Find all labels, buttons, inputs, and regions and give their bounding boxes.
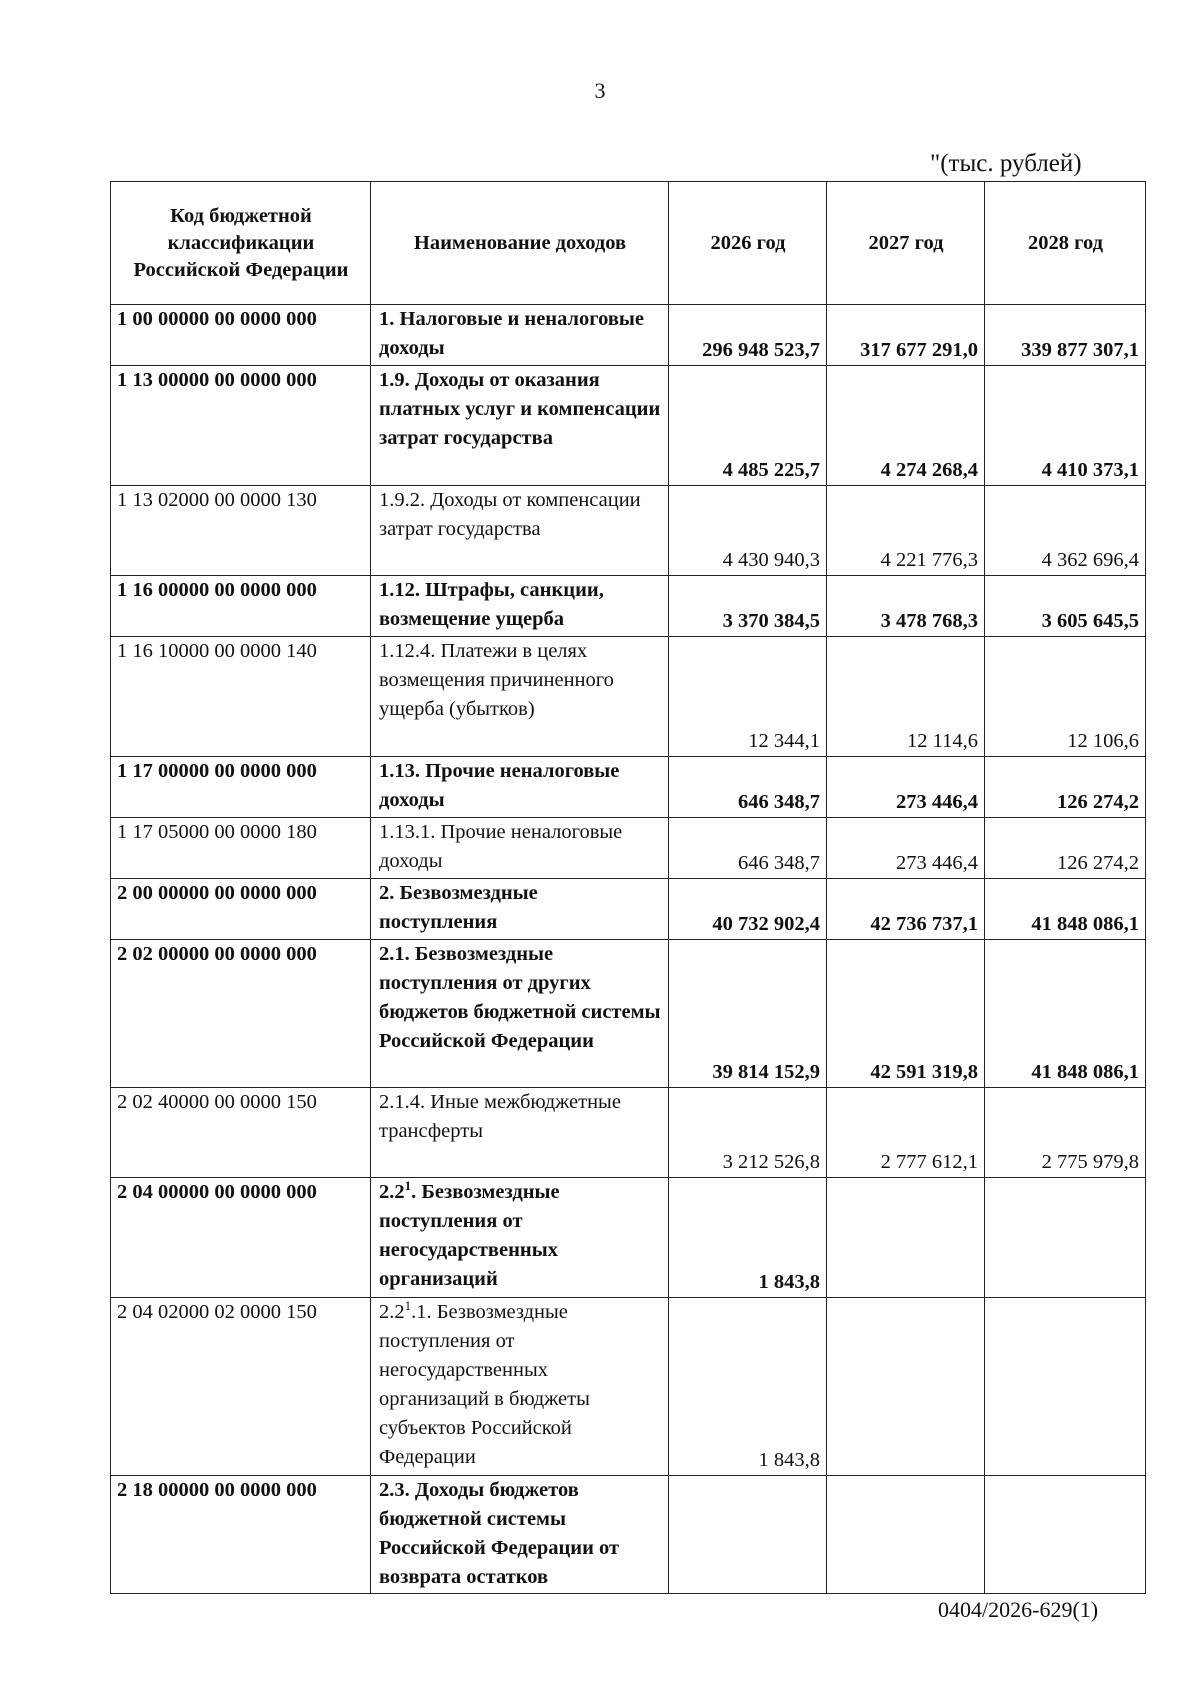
row-value-2027 (827, 1178, 985, 1298)
table-row (111, 1476, 1146, 1594)
table-row (111, 637, 1146, 757)
row-name: 1. Налоговые и неналоговые доходы (371, 305, 669, 366)
row-value-2027: 12 114,6 (827, 637, 985, 757)
row-value-2026: 40 732 902,4 (669, 879, 827, 940)
row-code: 2 02 40000 00 0000 150 (111, 1088, 371, 1178)
row-value-2026: 1 843,8 (669, 1178, 827, 1298)
table-row (111, 486, 1146, 576)
row-value-2027: 42 591 319,8 (827, 940, 985, 1088)
row-value-2028: 41 848 086,1 (985, 879, 1146, 940)
row-value-2026: 3 370 384,5 (669, 576, 827, 637)
row-name: 1.13.1. Прочие неналоговые доходы (371, 818, 669, 879)
row-name: 2.1. Безвозмездные поступления от других бюджетов бюджетной системы Российской Федерации (371, 940, 669, 1088)
row-code: 1 13 00000 00 0000 000 (111, 366, 371, 486)
row-code: 1 13 02000 00 0000 130 (111, 486, 371, 576)
table-row (111, 818, 1146, 879)
header-name: Наименование доходов (371, 182, 669, 305)
header-2026: 2026 год (669, 182, 827, 305)
row-code: 2 04 00000 00 0000 000 (111, 1178, 371, 1298)
header-code: Код бюджетной классификации Российской Федерации (111, 182, 371, 305)
row-value-2026: 39 814 152,9 (669, 940, 827, 1088)
row-code: 2 02 00000 00 0000 000 (111, 940, 371, 1088)
document-id: 0404/2026-629(1) (938, 1597, 1099, 1622)
row-code: 2 18 00000 00 0000 000 (111, 1476, 371, 1594)
header-2027: 2027 год (827, 182, 985, 305)
row-value-2028: 4 362 696,4 (985, 486, 1146, 576)
table-row (111, 757, 1146, 818)
row-value-2026: 4 485 225,7 (669, 366, 827, 486)
row-value-2028 (985, 1298, 1146, 1476)
row-code: 1 17 05000 00 0000 180 (111, 818, 371, 879)
row-code: 1 17 00000 00 0000 000 (111, 757, 371, 818)
units-note: "(тыс. рублей) (930, 150, 1082, 177)
row-value-2027: 42 736 737,1 (827, 879, 985, 940)
row-value-2028: 339 877 307,1 (985, 305, 1146, 366)
row-name: 1.13. Прочие неналоговые доходы (371, 757, 669, 818)
row-code: 1 16 10000 00 0000 140 (111, 637, 371, 757)
row-name: 1.9.2. Доходы от компенсации затрат государства (371, 486, 669, 576)
row-value-2027: 4 221 776,3 (827, 486, 985, 576)
row-name-rest: .1. Безвозмездные поступления от негосударственных организаций в бюджеты субъектов Российской Федерации (379, 1301, 590, 1468)
row-value-2027: 2 777 612,1 (827, 1088, 985, 1178)
row-name-superscript: 1 (404, 1178, 412, 1194)
table-row (111, 1088, 1146, 1178)
table-row (111, 879, 1146, 940)
row-value-2028: 126 274,2 (985, 818, 1146, 879)
row-value-2026: 646 348,7 (669, 757, 827, 818)
row-code: 2 00 00000 00 0000 000 (111, 879, 371, 940)
row-value-2026: 3 212 526,8 (669, 1088, 827, 1178)
row-name-prefix: 2.2 (379, 1181, 405, 1203)
row-value-2027 (827, 1298, 985, 1476)
row-value-2028: 4 410 373,1 (985, 366, 1146, 486)
row-name: 2. Безвозмездные поступления (371, 879, 669, 940)
row-value-2027: 273 446,4 (827, 818, 985, 879)
row-value-2028: 2 775 979,8 (985, 1088, 1146, 1178)
row-name: 2.3. Доходы бюджетов бюджетной системы Российской Федерации от возврата остатков (371, 1476, 669, 1594)
row-name: 1.9. Доходы от оказания платных услуг и компенсации затрат государства (371, 366, 669, 486)
row-value-2026: 1 843,8 (669, 1298, 827, 1476)
row-name (371, 1298, 669, 1476)
table-row (111, 305, 1146, 366)
row-value-2028: 12 106,6 (985, 637, 1146, 757)
row-name: 2.1.4. Иные межбюджетные трансферты (371, 1088, 669, 1178)
table-header-row (111, 182, 1146, 305)
row-code: 1 00 00000 00 0000 000 (111, 305, 371, 366)
row-value-2027: 317 677 291,0 (827, 305, 985, 366)
row-value-2027 (827, 1476, 985, 1594)
table-row (111, 576, 1146, 637)
row-name: 1.12.4. Платежи в целях возмещения причиненного ущерба (убытков) (371, 637, 669, 757)
row-code: 1 16 00000 00 0000 000 (111, 576, 371, 637)
row-value-2027: 273 446,4 (827, 757, 985, 818)
row-value-2028: 3 605 645,5 (985, 576, 1146, 637)
table-row (111, 366, 1146, 486)
row-value-2026: 646 348,7 (669, 818, 827, 879)
row-value-2026 (669, 1476, 827, 1594)
row-value-2027: 4 274 268,4 (827, 366, 985, 486)
page-number: 3 (594, 78, 606, 103)
table-row (111, 940, 1146, 1088)
revenue-table (110, 181, 1146, 1594)
header-2028: 2028 год (985, 182, 1146, 305)
row-value-2026: 4 430 940,3 (669, 486, 827, 576)
row-value-2026: 12 344,1 (669, 637, 827, 757)
row-value-2028 (985, 1178, 1146, 1298)
row-name-rest: . Безвозмездные поступления от негосударственных организаций (379, 1181, 560, 1290)
table-row (111, 1178, 1146, 1298)
row-value-2028: 126 274,2 (985, 757, 1146, 818)
table-row (111, 1298, 1146, 1476)
row-value-2028: 41 848 086,1 (985, 940, 1146, 1088)
row-name (371, 1178, 669, 1298)
row-name-prefix: 2.2 (379, 1301, 405, 1323)
row-name-superscript: 1 (404, 1298, 412, 1314)
row-name: 1.12. Штрафы, санкции, возмещение ущерба (371, 576, 669, 637)
row-value-2027: 3 478 768,3 (827, 576, 985, 637)
row-value-2026: 296 948 523,7 (669, 305, 827, 366)
row-value-2028 (985, 1476, 1146, 1594)
row-code: 2 04 02000 02 0000 150 (111, 1298, 371, 1476)
